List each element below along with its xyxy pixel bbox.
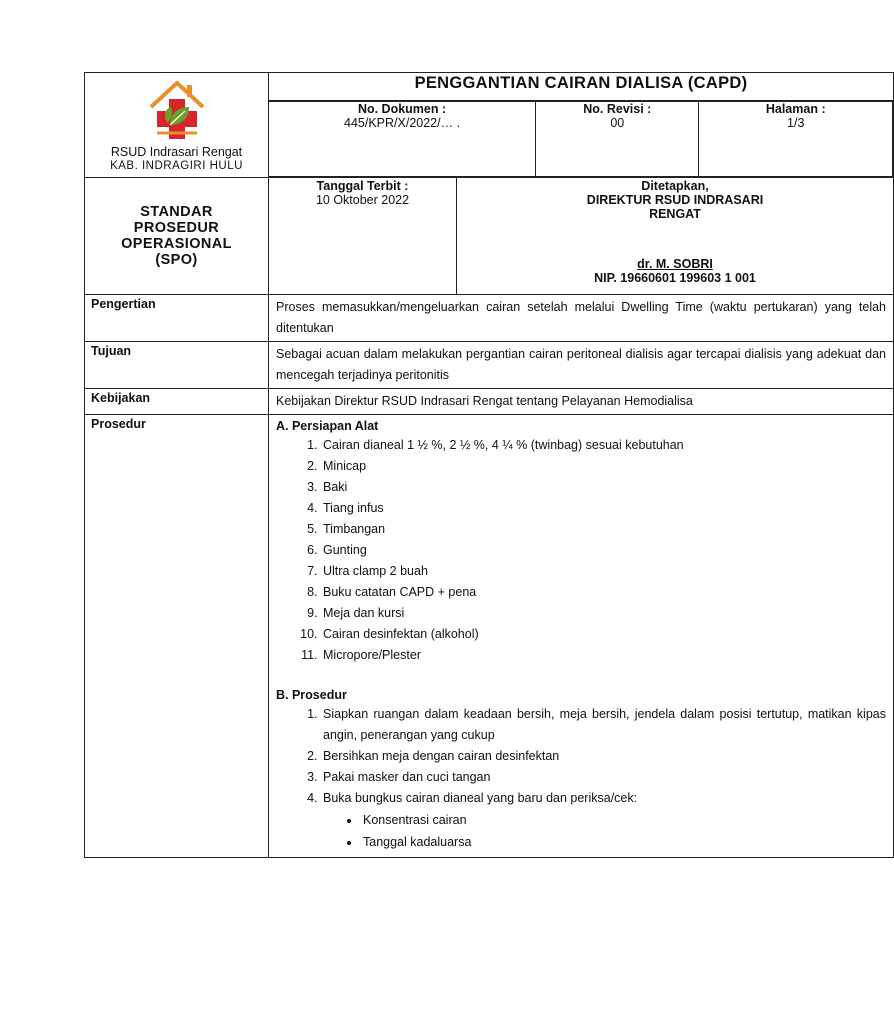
kebijakan-label: Kebijakan [85, 389, 269, 415]
spo-line: OPERASIONAL [121, 236, 232, 252]
hospital-regency: KAB. INDRAGIRI HULU [110, 160, 243, 172]
dokumen-value: 445/KPR/X/2022/… . [344, 116, 461, 130]
prosedur-body [269, 415, 894, 858]
list-item: 2. Bersihkan meja dengan cairan desinfektan [321, 746, 886, 767]
section-a-heading: A. Persiapan Alat [276, 419, 379, 433]
list-item: 3. Baki [321, 477, 886, 498]
halaman-cell [699, 102, 893, 177]
list-item: 7. Ultra clamp 2 buah [321, 561, 886, 582]
revisi-value: 00 [610, 116, 625, 130]
spo-title-cell [85, 178, 269, 295]
list-item: 11. Micropore/Plester [321, 645, 886, 666]
ditetapkan-cell [457, 178, 894, 295]
list-item: 4. Tiang infus [321, 498, 886, 519]
dokumen-cell [269, 102, 536, 177]
tujuan-text: Sebagai acuan dalam melakukan pergantian cairan peritoneal dialisis agar tercapai dialisis yang adekuat dan mencegah terjadinya peritonitis [269, 342, 894, 389]
bullet-item: • Konsentrasi cairan [361, 809, 886, 831]
spo-line: PROSEDUR [133, 220, 220, 236]
ditetapkan-label: Ditetapkan, [641, 179, 709, 193]
bullet-item: • Tanggal kadaluarsa [361, 831, 886, 853]
tanggal-terbit-cell [269, 178, 457, 295]
list-item: 3. Pakai masker dan cuci tangan [321, 767, 886, 788]
section-b-heading: B. Prosedur [276, 688, 347, 702]
revisi-cell [536, 102, 699, 177]
kebijakan-text: Kebijakan Direktur RSUD Indrasari Rengat tentang Pelayanan Hemodialisa [269, 389, 894, 415]
hospital-name: RSUD Indrasari Rengat [110, 145, 243, 159]
list-item: 9. Meja dan kursi [321, 603, 886, 624]
halaman-value: 1/3 [787, 116, 805, 130]
list-item: 6. Gunting [321, 540, 886, 561]
signatory-nip: NIP. 19660601 199603 1 001 [594, 271, 756, 285]
tanggal-terbit-label: Tanggal Terbit : [316, 179, 409, 193]
list-item-text: Buka bungkus cairan dianeal yang baru dan periksa/cek: [323, 791, 638, 805]
list-item [321, 788, 886, 853]
langkah-list [276, 704, 886, 853]
hospital-logo-icon [145, 77, 209, 143]
pengertian-text: Proses memasukkan/mengeluarkan cairan setelah melalui Dwelling Time (waktu pertukaran) yang telah ditentukan [269, 295, 894, 342]
list-item: 2. Minicap [321, 456, 886, 477]
spo-document-table [84, 72, 894, 858]
list-item: 8. Buku catatan CAPD + pena [321, 582, 886, 603]
pengertian-label: Pengertian [85, 295, 269, 342]
direktur-line-1: DIREKTUR RSUD INDRASARI [586, 193, 764, 207]
list-item: 1. Cairan dianeal 1 ½ %, 2 ½ %, 4 ¼ % (twinbag) sesuai kebutuhan [321, 435, 886, 456]
document-meta-cell [269, 101, 894, 178]
prosedur-label: Prosedur [85, 415, 269, 858]
signatory-name: dr. M. SOBRI [637, 257, 713, 271]
list-item: 10. Cairan desinfektan (alkohol) [321, 624, 886, 645]
dokumen-label: No. Dokumen : [357, 102, 447, 116]
logo-cell [85, 73, 269, 178]
tujuan-label: Tujuan [85, 342, 269, 389]
document-title: PENGGANTIAN CAIRAN DIALISA (CAPD) [269, 73, 894, 101]
tanggal-terbit-value: 10 Oktober 2022 [315, 193, 410, 207]
cek-list [323, 809, 886, 853]
alat-list [276, 435, 886, 666]
list-item: 1. Siapkan ruangan dalam keadaan bersih, meja bersih, jendela dalam posisi tertutup, matikan kipas angin, penerangan yang cukup [321, 704, 886, 746]
list-item: 5. Timbangan [321, 519, 886, 540]
document-meta-table [269, 101, 893, 177]
spo-line: STANDAR [140, 204, 213, 220]
spo-line: (SPO) [155, 252, 198, 268]
direktur-line-2: RENGAT [649, 207, 701, 221]
halaman-label: Halaman : [765, 102, 826, 116]
revisi-label: No. Revisi : [583, 102, 652, 116]
